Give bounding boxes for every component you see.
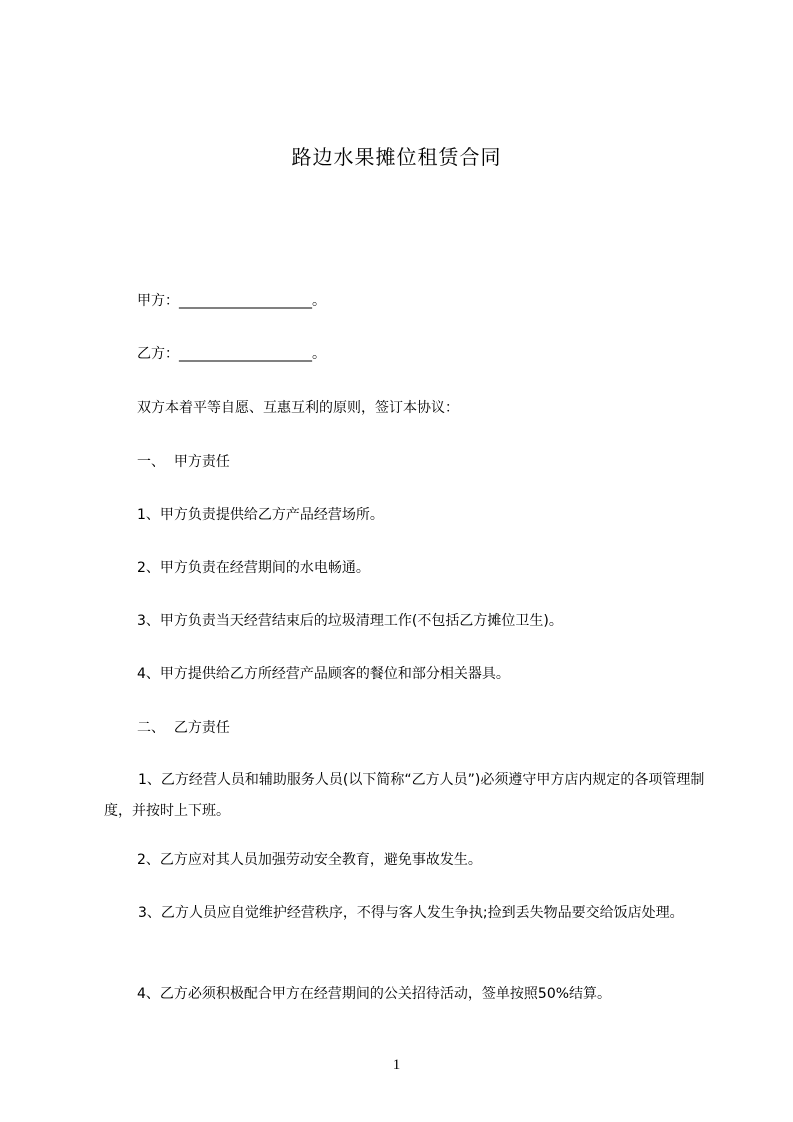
section-2-item: 4、乙方必须积极配合甲方在经营期间的公关招待活动，签单按照50%结算。 xyxy=(137,986,612,1002)
section-1-heading: 一、 甲方责任 xyxy=(137,454,230,470)
page-number: 1 xyxy=(392,1057,401,1073)
section-1-item: 4、甲方提供给乙方所经营产品顾客的餐位和部分相关器具。 xyxy=(137,666,510,682)
section-2-item: 1、乙方经营人员和辅助服务人员(以下简称“乙方人员”)必须遵守甲方店内规定的各项管理制度，并按时上下班。 xyxy=(104,772,705,819)
document-title: 路边水果摊位租赁合同 xyxy=(291,145,502,169)
party-b-line: 乙方：___________________。 xyxy=(137,346,326,362)
section-2-item: 3、乙方人员应自觉维护经营秩序，不得与客人发生争执;捡到丢失物品要交给饭店处理。 xyxy=(138,905,684,921)
section-1-item: 1、甲方负责提供给乙方产品经营场所。 xyxy=(137,507,384,523)
section-1-item: 2、甲方负责在经营期间的水电畅通。 xyxy=(137,560,370,576)
section-2-item: 2、乙方应对其人员加强劳动安全教育，避免事故发生。 xyxy=(137,852,482,868)
intro-paragraph: 双方本着平等自愿、互惠互利的原则，签订本协议： xyxy=(137,400,459,416)
section-2-heading: 二、 乙方责任 xyxy=(137,720,230,736)
party-a-line: 甲方：___________________。 xyxy=(137,293,326,309)
section-1-item: 3、甲方负责当天经营结束后的垃圾清理工作(不包括乙方摊位卫生)。 xyxy=(137,613,563,629)
